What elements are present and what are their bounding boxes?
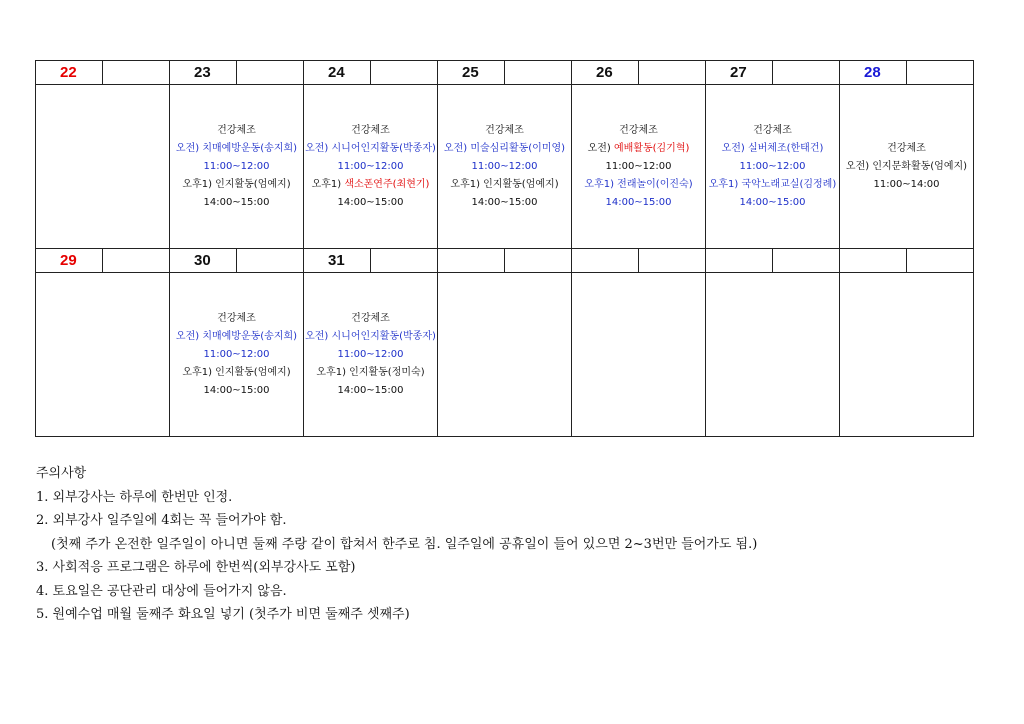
day-cell (36, 273, 170, 437)
day-number: 28 (840, 61, 907, 85)
schedule-text: 건강체조 (619, 124, 658, 136)
schedule-text: 건강체조 (217, 124, 256, 136)
schedule-text: 오전) 시니어인지활동(박종자) (305, 330, 436, 342)
schedule-text: 건강체조 (753, 124, 792, 136)
schedule-line (170, 364, 303, 382)
day-number: 24 (304, 61, 371, 85)
schedule-text: 11:00~12:00 (739, 160, 806, 172)
day-cell (572, 273, 706, 437)
day-header-blank (639, 61, 706, 85)
day-number (438, 249, 505, 273)
week-header-row (36, 249, 974, 273)
schedule-highlight-text: 색소폰연주(최현기) (344, 178, 430, 190)
schedule-text: 오전) 치매예방운동(송지희) (175, 330, 298, 342)
schedule-line (572, 140, 705, 158)
day-number: 23 (170, 61, 237, 85)
schedule-text: 11:00~12:00 (203, 348, 270, 360)
schedule-line (170, 158, 303, 176)
schedule-line (304, 382, 437, 400)
day-number (840, 249, 907, 273)
day-cell (304, 85, 438, 249)
schedule-text: 오전) (587, 142, 614, 154)
schedule-line (840, 140, 973, 158)
day-cell (438, 273, 572, 437)
schedule-line (304, 122, 437, 140)
schedule-text: 14:00~15:00 (337, 196, 404, 208)
schedule-line (438, 158, 571, 176)
schedule-text: 오전) 인지문화활동(엄예지) (845, 160, 968, 172)
schedule-line (706, 158, 839, 176)
schedule-line (706, 122, 839, 140)
schedule-line (840, 158, 973, 176)
day-header-blank (371, 61, 438, 85)
schedule-line (438, 194, 571, 212)
schedule-text: 건강체조 (485, 124, 524, 136)
day-header-blank (505, 61, 572, 85)
day-header-blank (773, 61, 840, 85)
schedule-text: 건강체조 (351, 312, 390, 324)
schedule-line (304, 194, 437, 212)
day-header-blank (371, 249, 438, 273)
schedule-highlight-text: 예배활동(김기혁) (613, 142, 690, 154)
day-header-blank (639, 249, 706, 273)
notes-section (36, 462, 757, 627)
schedule-line (304, 310, 437, 328)
day-cell (840, 85, 974, 249)
schedule-line (170, 328, 303, 346)
schedule-text: 14:00~15:00 (203, 384, 270, 396)
schedule-line (438, 122, 571, 140)
schedule-text: 오후1) 인지활동(엄예지) (182, 178, 291, 190)
schedule-text: 건강체조 (217, 312, 256, 324)
day-cell (572, 85, 706, 249)
day-cell (170, 273, 304, 437)
day-number: 25 (438, 61, 505, 85)
week-body-row (36, 273, 974, 437)
note-item-5: 5. 원예수업 매월 둘째주 화요일 넣기 (첫주가 비면 둘째주 셋째주) (36, 607, 410, 622)
day-header-blank (237, 61, 304, 85)
schedule-text: 오후1) 인지활동(엄예지) (182, 366, 291, 378)
day-header-blank (103, 61, 170, 85)
schedule-text: 11:00~14:00 (873, 178, 940, 190)
schedule-line (170, 176, 303, 194)
day-number (706, 249, 773, 273)
day-number: 30 (170, 249, 237, 273)
schedule-text: 14:00~15:00 (203, 196, 270, 208)
day-number: 27 (706, 61, 773, 85)
schedule-text: 오전) 시니어인지활동(박종자) (305, 142, 436, 154)
schedule-line (706, 194, 839, 212)
schedule-line (170, 122, 303, 140)
schedule-line (170, 382, 303, 400)
schedule-line (304, 140, 437, 158)
day-number: 22 (36, 61, 103, 85)
day-cell (706, 273, 840, 437)
day-header-blank (907, 249, 974, 273)
day-cell (304, 273, 438, 437)
day-number (572, 249, 639, 273)
week-header-row (36, 61, 974, 85)
day-header-blank (907, 61, 974, 85)
schedule-line (304, 176, 437, 194)
schedule-line (304, 364, 437, 382)
note-item-3: 3. 사회적응 프로그램은 하루에 한번씩(외부강사도 포함) (36, 560, 356, 575)
day-cell (706, 85, 840, 249)
day-cell (36, 85, 170, 249)
note-item-2: 2. 외부강사 일주일에 4회는 꼭 들어가야 함. (36, 513, 287, 528)
schedule-text: 건강체조 (351, 124, 390, 136)
schedule-text: 14:00~15:00 (337, 384, 404, 396)
schedule-text: 오후1) 인지활동(정미숙) (316, 366, 425, 378)
schedule-line (572, 158, 705, 176)
schedule-line (304, 346, 437, 364)
day-header-blank (103, 249, 170, 273)
schedule-line (438, 176, 571, 194)
schedule-text: 11:00~12:00 (203, 160, 270, 172)
schedule-line (170, 194, 303, 212)
schedule-text: 오전) 치매예방운동(송지희) (175, 142, 298, 154)
note-item-2-detail: (첫째 주가 온전한 일주일이 아니면 둘째 주랑 같이 합쳐서 한주로 침. 일주일에 공휴일이 들어 있으면 2~3번만 들어가도 됨.) (51, 536, 758, 552)
schedule-line (304, 158, 437, 176)
schedule-text: 11:00~12:00 (337, 160, 404, 172)
schedule-line (170, 140, 303, 158)
schedule-line (304, 328, 437, 346)
schedule-line (572, 176, 705, 194)
note-item-4: 4. 토요일은 공단관리 대상에 들어가지 않음. (36, 583, 287, 599)
schedule-text: 14:00~15:00 (471, 196, 538, 208)
day-header-blank (505, 249, 572, 273)
schedule-text: 오후1) 인지활동(엄예지) (450, 178, 559, 190)
schedule-text: 오후1) (311, 178, 345, 190)
schedule-text: 11:00~12:00 (471, 160, 538, 172)
schedule-text: 11:00~12:00 (605, 160, 672, 172)
schedule-text: 14:00~15:00 (739, 196, 806, 208)
schedule-text: 오후1) 전래놀이(이진숙) (584, 178, 693, 190)
schedule-text: 건강체조 (887, 142, 926, 154)
schedule-text: 오전) 미술심리활동(이미영) (443, 142, 566, 154)
week-body-row (36, 85, 974, 249)
schedule-line (840, 176, 973, 194)
schedule-calendar (35, 60, 974, 437)
day-header-blank (773, 249, 840, 273)
day-cell (170, 85, 304, 249)
schedule-line (706, 176, 839, 194)
notes-heading: 주의사항 (36, 466, 87, 481)
schedule-text: 14:00~15:00 (605, 196, 672, 208)
schedule-text: 오후1) 국악노래교실(김정례) (708, 178, 837, 190)
day-cell (438, 85, 572, 249)
day-number: 29 (36, 249, 103, 273)
schedule-text: 오전) 실버체조(한태건) (721, 142, 824, 154)
schedule-line (706, 140, 839, 158)
schedule-line (572, 194, 705, 212)
schedule-line (170, 310, 303, 328)
day-header-blank (237, 249, 304, 273)
day-number: 31 (304, 249, 371, 273)
schedule-line (170, 346, 303, 364)
schedule-line (438, 140, 571, 158)
note-item-1: 1. 외부강사는 하루에 한번만 인정. (36, 489, 233, 505)
schedule-text: 11:00~12:00 (337, 348, 404, 360)
schedule-line (572, 122, 705, 140)
day-cell (840, 273, 974, 437)
day-number: 26 (572, 61, 639, 85)
